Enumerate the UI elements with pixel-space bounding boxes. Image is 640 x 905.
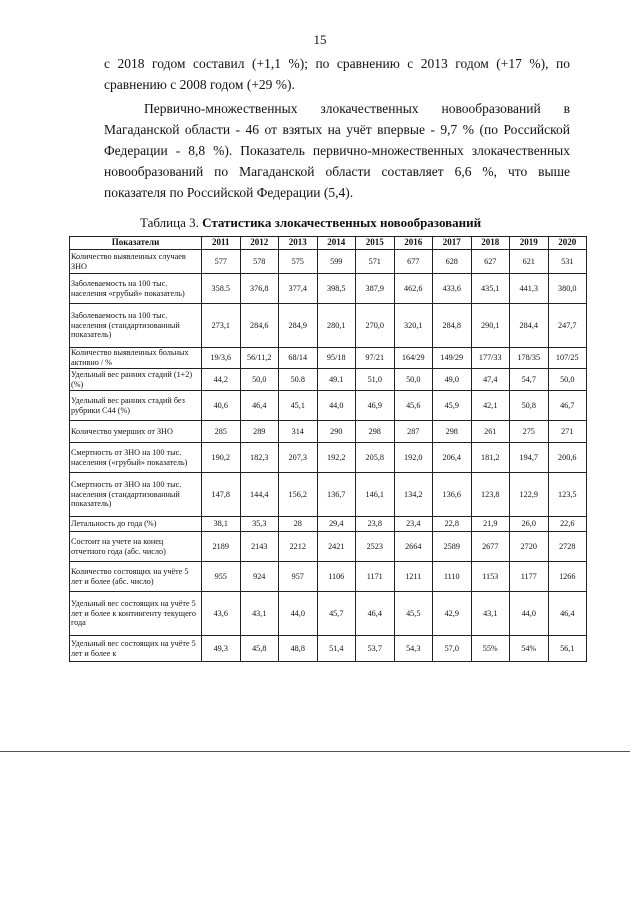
table-cell: 190,2 (202, 443, 241, 473)
table-cell: 44,2 (202, 369, 241, 391)
row-label: Количество состоящих на учёте 5 лет и более (абс. число) (70, 562, 202, 592)
table-cell: 621 (510, 250, 549, 274)
table-cell: 358.5 (202, 274, 241, 304)
table-cell: 287 (394, 421, 433, 443)
table-cell: 1153 (471, 562, 510, 592)
table-cell: 955 (202, 562, 241, 592)
table-cell: 320,1 (394, 304, 433, 348)
table-cell: 290 (317, 421, 356, 443)
table-row (70, 348, 587, 369)
header-indicators: Показатели (70, 237, 202, 250)
table-cell: 284,9 (279, 304, 318, 348)
header-year: 2012 (240, 237, 279, 250)
table-cell: 51,4 (317, 636, 356, 662)
row-label: Летальность до года (%) (70, 517, 202, 532)
table-cell: 51,0 (356, 369, 395, 391)
table-cell: 441,3 (510, 274, 549, 304)
table-cell: 29,4 (317, 517, 356, 532)
table-cell: 49,0 (433, 369, 472, 391)
table-cell: 571 (356, 250, 395, 274)
table-cell: 55% (471, 636, 510, 662)
paragraph-multiple-primary: Первично-множественных злокачественных новообразований в Магаданской области - 46 от взятых на учёт впервые - 9,7 % (по Российской Федерации - 8,8 %). Показатель первично-множественных злокачественных новообразований по Магаданской области составляет 6,6 %, что выше показателя по Российской Федерации (5,4). (104, 101, 570, 200)
table-row (70, 369, 587, 391)
table-cell: 2212 (279, 532, 318, 562)
table-cell: 284,6 (240, 304, 279, 348)
row-label: Количество выявленных случаев ЗНО (70, 250, 202, 274)
cancer-statistics-table (69, 236, 587, 662)
table-row (70, 592, 587, 636)
table-row (70, 562, 587, 592)
table-cell: 677 (394, 250, 433, 274)
table-cell: 462,6 (394, 274, 433, 304)
page-number: 15 (313, 32, 327, 47)
table-cell: 206,4 (433, 443, 472, 473)
table-row (70, 443, 587, 473)
table-cell: 49,3 (202, 636, 241, 662)
table-cell: 68/14 (279, 348, 318, 369)
row-label: Удельный вес состоящих на учёте 5 лет и более к (70, 636, 202, 662)
table-cell: 54,3 (394, 636, 433, 662)
table-cell: 40,6 (202, 391, 241, 421)
table-cell: 273,1 (202, 304, 241, 348)
table-cell: 97/21 (356, 348, 395, 369)
table-cell: 192,2 (317, 443, 356, 473)
table-row (70, 421, 587, 443)
table-cell: 2720 (510, 532, 549, 562)
table-caption (140, 215, 481, 231)
header-year: 2015 (356, 237, 395, 250)
table-row (70, 304, 587, 348)
table-cell: 46,4 (240, 391, 279, 421)
table-cell: 577 (202, 250, 241, 274)
table-cell: 284,8 (433, 304, 472, 348)
table-cell: 45,9 (433, 391, 472, 421)
table-cell: 49.1 (317, 369, 356, 391)
header-year: 2011 (202, 237, 241, 250)
table-row (70, 391, 587, 421)
table-cell: 23,8 (356, 517, 395, 532)
table-row (70, 250, 587, 274)
table-cell: 46,4 (548, 592, 587, 636)
table-cell: 2421 (317, 532, 356, 562)
table-cell: 23,4 (394, 517, 433, 532)
table-cell: 599 (317, 250, 356, 274)
table-cell: 45,1 (279, 391, 318, 421)
table-cell: 22,8 (433, 517, 472, 532)
table-cell: 45,8 (240, 636, 279, 662)
header-year: 2013 (279, 237, 318, 250)
table-cell: 45,7 (317, 592, 356, 636)
table-body (70, 250, 587, 662)
table-row (70, 274, 587, 304)
table-cell: 2664 (394, 532, 433, 562)
paragraph-incidence-comparison: с 2018 годом составил (+1,1 %); по сравнению с 2013 годом (+17 %), по сравнению с 2008 годом (+29 %). (104, 56, 570, 92)
table-cell: 205,8 (356, 443, 395, 473)
table-cell: 53,7 (356, 636, 395, 662)
table-cell: 924 (240, 562, 279, 592)
table-cell: 122,9 (510, 473, 549, 517)
table-cell: 50.8 (279, 369, 318, 391)
table-cell: 298 (356, 421, 395, 443)
table-cell: 1266 (548, 562, 587, 592)
table-cell: 54,7 (510, 369, 549, 391)
table-cell: 284,4 (510, 304, 549, 348)
table-cell: 192,0 (394, 443, 433, 473)
header-year: 2016 (394, 237, 433, 250)
table-cell: 45,5 (394, 592, 433, 636)
table-cell: 164/29 (394, 348, 433, 369)
row-label: Заболеваемость на 100 тыс. населения (стандартизованный показатель) (70, 304, 202, 348)
table-cell: 280,1 (317, 304, 356, 348)
table-cell: 2677 (471, 532, 510, 562)
table-cell: 376,8 (240, 274, 279, 304)
table-cell: 50,0 (240, 369, 279, 391)
table-cell: 377,4 (279, 274, 318, 304)
table-cell: 298 (433, 421, 472, 443)
table-cell: 2189 (202, 532, 241, 562)
table-cell: 2143 (240, 532, 279, 562)
table-cell: 42,9 (433, 592, 472, 636)
table-cell: 627 (471, 250, 510, 274)
table-cell: 123,5 (548, 473, 587, 517)
table-cell: 50,0 (394, 369, 433, 391)
table-cell: 182,3 (240, 443, 279, 473)
row-label: Смертность от ЗНО на 100 тыс. населения («грубый» показатель) (70, 443, 202, 473)
header-year: 2018 (471, 237, 510, 250)
table-cell: 136,7 (317, 473, 356, 517)
table-cell: 178/35 (510, 348, 549, 369)
table-cell: 95/18 (317, 348, 356, 369)
row-label: Количество умерших от ЗНО (70, 421, 202, 443)
table-cell: 2589 (433, 532, 472, 562)
table-cell: 48,8 (279, 636, 318, 662)
table-cell: 2728 (548, 532, 587, 562)
table-row (70, 517, 587, 532)
table-cell: 1110 (433, 562, 472, 592)
row-label: Удельный вес состоящих на учёте 5 лет и более к контингенту текущего года (70, 592, 202, 636)
page-bottom-divider (0, 751, 630, 752)
table-cell: 194,7 (510, 443, 549, 473)
table-caption-title: Статистика злокачественных новообразований (202, 215, 482, 230)
table-cell: 181,2 (471, 443, 510, 473)
table-cell: 54% (510, 636, 549, 662)
header-year: 2020 (548, 237, 587, 250)
table-cell: 380,0 (548, 274, 587, 304)
table-cell: 207,3 (279, 443, 318, 473)
header-year: 2019 (510, 237, 549, 250)
table-caption-prefix: Таблица 3. (140, 215, 199, 230)
table-cell: 43,6 (202, 592, 241, 636)
table-row (70, 473, 587, 517)
table-cell: 144,4 (240, 473, 279, 517)
table-cell: 22,6 (548, 517, 587, 532)
table-cell: 435,1 (471, 274, 510, 304)
table-cell: 38,1 (202, 517, 241, 532)
table-cell: 149/29 (433, 348, 472, 369)
table-cell: 270,0 (356, 304, 395, 348)
table-cell: 433,6 (433, 274, 472, 304)
table-cell: 200,6 (548, 443, 587, 473)
table-cell: 28 (279, 517, 318, 532)
table-cell: 2523 (356, 532, 395, 562)
table-cell: 146,1 (356, 473, 395, 517)
table-cell: 107/25 (548, 348, 587, 369)
table-header-row (70, 237, 587, 250)
table-cell: 531 (548, 250, 587, 274)
table-cell: 275 (510, 421, 549, 443)
table-cell: 44,0 (510, 592, 549, 636)
table-cell: 42,1 (471, 391, 510, 421)
row-label: Смертность от ЗНО на 100 тыс. населения (стандартизованный показатель) (70, 473, 202, 517)
table-cell: 247,7 (548, 304, 587, 348)
table-cell: 46,7 (548, 391, 587, 421)
table-cell: 136,6 (433, 473, 472, 517)
table-cell: 19/3,6 (202, 348, 241, 369)
table-cell: 575 (279, 250, 318, 274)
table-cell: 45,6 (394, 391, 433, 421)
row-label: Состоит на учете на конец отчетного года (абс. число) (70, 532, 202, 562)
table-cell: 1211 (394, 562, 433, 592)
table-cell: 43,1 (240, 592, 279, 636)
table-cell: 314 (279, 421, 318, 443)
table-cell: 46,4 (356, 592, 395, 636)
row-label: Удельный вес ранних стадий (1+2) (%) (70, 369, 202, 391)
table-cell: 156,2 (279, 473, 318, 517)
table-cell: 261 (471, 421, 510, 443)
table-row (70, 636, 587, 662)
table-cell: 56,1 (548, 636, 587, 662)
row-label: Заболеваемость на 100 тыс. населения «грубый» показатель) (70, 274, 202, 304)
table-cell: 271 (548, 421, 587, 443)
table-cell: 957 (279, 562, 318, 592)
table-cell: 578 (240, 250, 279, 274)
table-cell: 21,9 (471, 517, 510, 532)
table-cell: 56/11,2 (240, 348, 279, 369)
table-cell: 1106 (317, 562, 356, 592)
table-cell: 177/33 (471, 348, 510, 369)
table-cell: 35,3 (240, 517, 279, 532)
table-cell: 147,8 (202, 473, 241, 517)
table-row (70, 532, 587, 562)
row-label: Количество выявленных больных активно / % (70, 348, 202, 369)
table-cell: 46,9 (356, 391, 395, 421)
table-cell: 134,2 (394, 473, 433, 517)
table-cell: 398,5 (317, 274, 356, 304)
table-cell: 44,0 (317, 391, 356, 421)
table-cell: 285 (202, 421, 241, 443)
table-cell: 50,8 (510, 391, 549, 421)
header-year: 2014 (317, 237, 356, 250)
table-cell: 1177 (510, 562, 549, 592)
table-cell: 47,4 (471, 369, 510, 391)
header-year: 2017 (433, 237, 472, 250)
row-label: Удельный вес ранних стадий без рубрики С44 (%) (70, 391, 202, 421)
table-cell: 387,9 (356, 274, 395, 304)
table-cell: 628 (433, 250, 472, 274)
table-cell: 57,0 (433, 636, 472, 662)
table-cell: 50,0 (548, 369, 587, 391)
table-cell: 26,0 (510, 517, 549, 532)
table-cell: 123,8 (471, 473, 510, 517)
table-cell: 44,0 (279, 592, 318, 636)
table-cell: 43,1 (471, 592, 510, 636)
table-cell: 290,1 (471, 304, 510, 348)
table-cell: 1171 (356, 562, 395, 592)
table-cell: 289 (240, 421, 279, 443)
